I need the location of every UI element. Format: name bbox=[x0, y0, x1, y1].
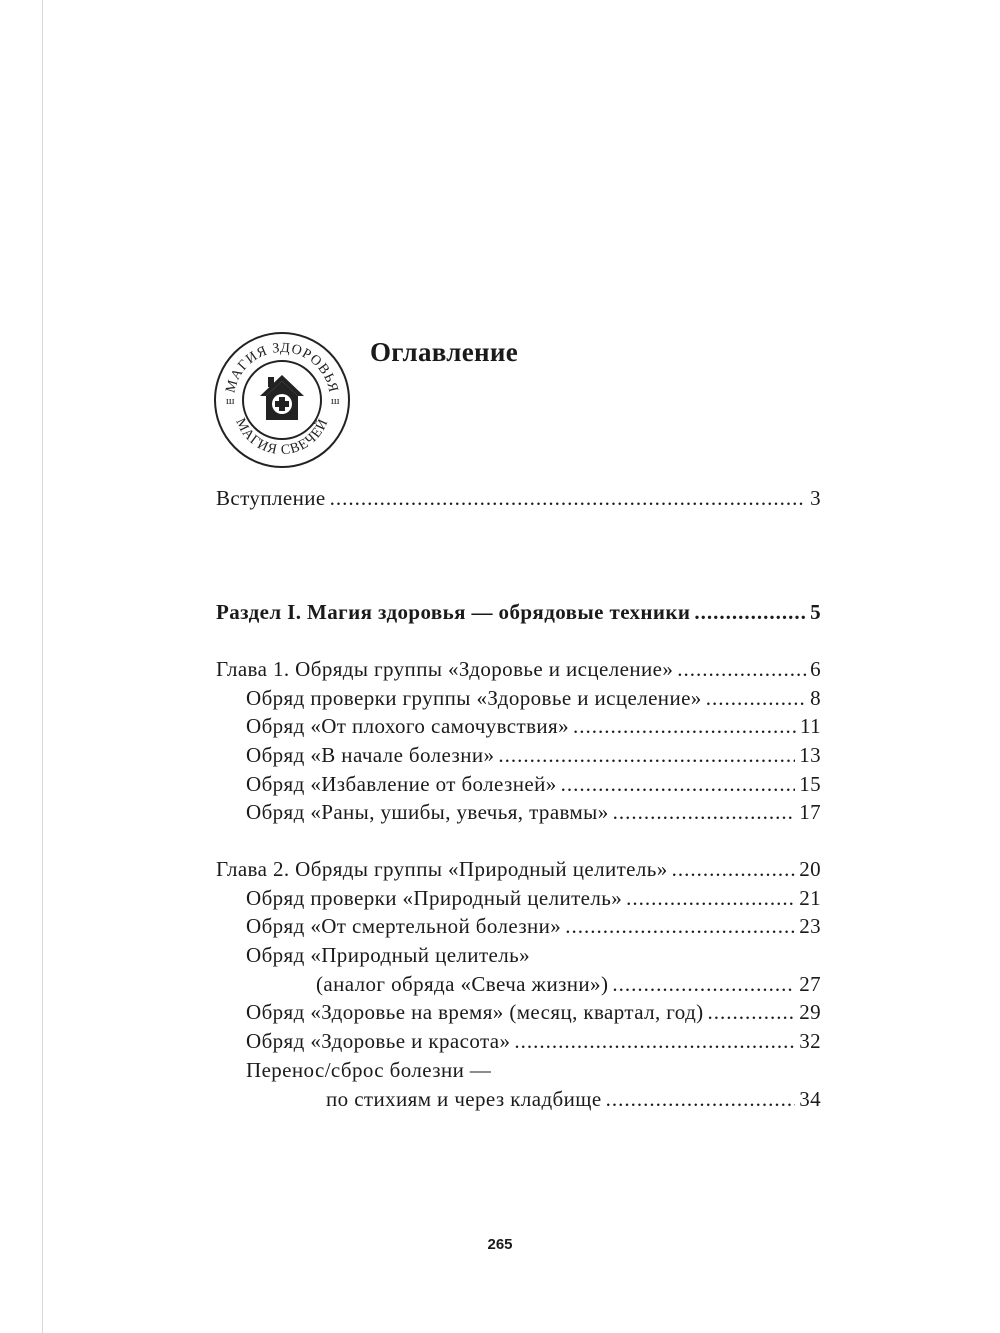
toc-entry-chapter-1[interactable]: Глава 1. Обряды группы «Здоровье и исцеление» ..... 6 bbox=[216, 657, 821, 686]
toc-entry-chapter-2[interactable]: Глава 2. Обряды группы «Природный целитель» ..... 20 bbox=[216, 857, 821, 886]
toc-entry-continuation[interactable]: по стихиям и через кладбище ..... 34 bbox=[216, 1087, 821, 1116]
svg-text:МАГИЯ СВЕЧЕЙ bbox=[232, 415, 331, 458]
toc-block-chapter-2 bbox=[216, 857, 821, 1115]
magic-health-seal-logo bbox=[212, 330, 352, 470]
toc-entry[interactable]: Обряд проверки группы «Здоровье и исцеление» ..... 8 bbox=[216, 686, 821, 715]
page-number: 265 bbox=[487, 1236, 513, 1253]
toc-entry[interactable]: Обряд «Здоровье и красота» ..... 32 bbox=[216, 1029, 821, 1058]
toc-entry[interactable]: Обряд «От плохого самочувствия» ..... 11 bbox=[216, 714, 821, 743]
toc-entry-introduction[interactable]: Вступление ..... 3 bbox=[216, 486, 821, 515]
toc-entry[interactable]: Обряд «Здоровье на время» (месяц, квартал, год) ..... 29 bbox=[216, 1000, 821, 1029]
toc-entry[interactable]: Обряд «В начале болезни» ..... 13 bbox=[216, 743, 821, 772]
seal-right-mark: ш bbox=[331, 395, 340, 407]
seal-left-mark: ш bbox=[226, 395, 235, 407]
house-cross-icon bbox=[260, 375, 304, 420]
page-gutter-line bbox=[42, 0, 43, 1333]
toc-entry[interactable]: Обряд «Избавление от болезней» ..... 15 bbox=[216, 772, 821, 801]
seal-bottom-text: МАГИЯ СВЕЧЕЙ bbox=[232, 416, 332, 459]
toc-block-chapter-1 bbox=[216, 657, 821, 829]
toc-entry[interactable]: Обряд «От смертельной болезни» ..... 23 bbox=[216, 914, 821, 943]
toc-entry[interactable]: Перенос/сброс болезни — bbox=[246, 1057, 492, 1082]
toc-entry[interactable]: Обряд проверки «Природный целитель» ..... 21 bbox=[216, 886, 821, 915]
toc-block-section-1 bbox=[216, 600, 821, 629]
toc-entry-section-1[interactable]: Раздел I. Магия здоровья — обрядовые техники ..... 5 bbox=[216, 600, 821, 629]
toc-block-intro bbox=[216, 486, 821, 515]
seal-top-text: МАГИЯ ЗДОРОВЬЯ bbox=[223, 340, 341, 395]
toc-entry[interactable]: Обряд «Природный целитель» bbox=[246, 943, 530, 968]
toc-entry[interactable]: Обряд «Раны, ушибы, увечья, травмы» ..... 17 bbox=[216, 800, 821, 829]
page-title: Оглавление bbox=[370, 337, 518, 367]
toc-entry-continuation[interactable]: (аналог обряда «Свеча жизни») ..... 27 bbox=[216, 972, 821, 1001]
